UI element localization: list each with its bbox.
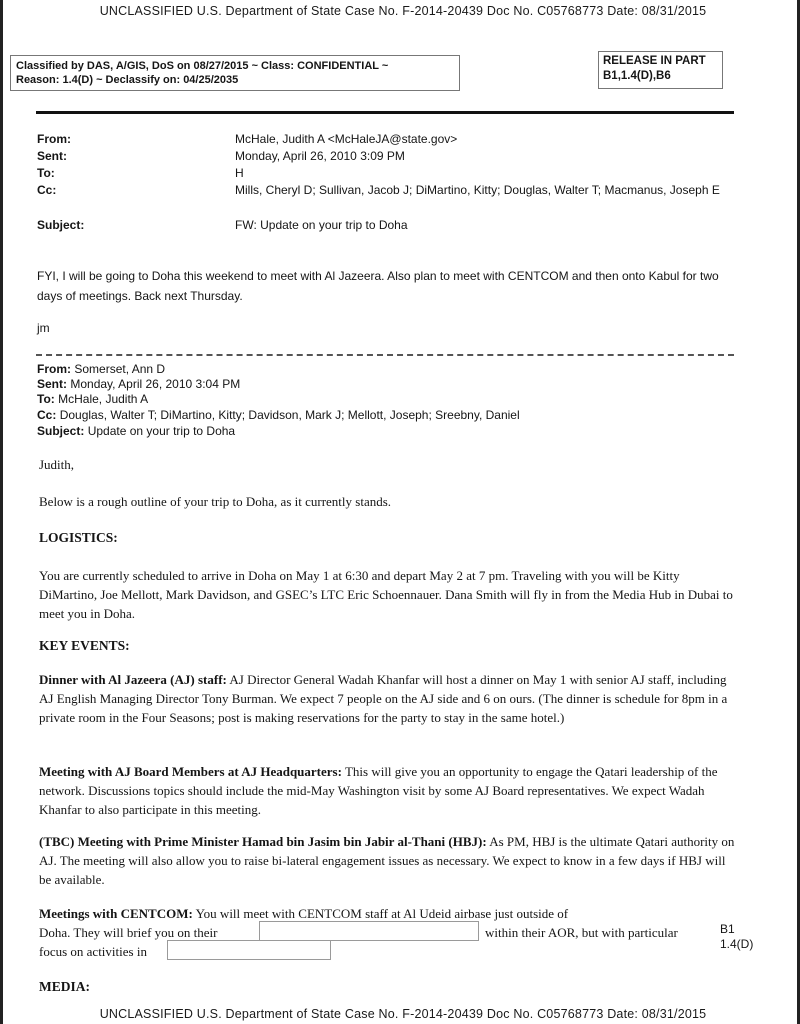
- fwd-sent-row: [37, 377, 240, 392]
- event-dinner-text: AJ Director General Wadah Khanfar will host a dinner on May 1 with senior AJ staff, including AJ English Managing Director Tony Burman. We expect 7 people on the AJ side and 6 on ours. (The dinner is schedule for 8pm in a private room in the Four Seasons; post is making reservations for the party to stay in the same hotel.): [39, 672, 728, 725]
- fwd-from-value: Somerset, Ann D: [74, 362, 166, 376]
- redaction-box-1: [259, 921, 479, 941]
- email-signature: jm: [37, 321, 50, 335]
- from-label: From:: [37, 132, 71, 146]
- cc-value: Mills, Cheryl D; Sullivan, Jacob J; DiMartino, Kitty; Douglas, Walter T; Macmanus, Joseph E: [235, 183, 720, 197]
- release-line-2: B1,1.4(D),B6: [603, 70, 671, 82]
- fwd-subject-row: [37, 424, 235, 439]
- header-unclassified-top: UNCLASSIFIED U.S. Department of State Case No. F-2014-20439 Doc No. C05768773 Date: 08/31/2015: [99, 4, 707, 18]
- classification-line-1: Classified by DAS, A/GIS, DoS on 08/27/2015 ~ Class: CONFIDENTIAL ~: [16, 60, 389, 72]
- header-divider: [36, 111, 734, 114]
- fwd-subject-value: Update on your trip to Doha: [87, 424, 236, 438]
- fwd-cc-row: [37, 408, 520, 423]
- fwd-cc-value: Douglas, Walter T; DiMartino, Kitty; Davidson, Mark J; Mellott, Joseph; Sreebny, Daniel: [59, 408, 520, 422]
- event-centcom-text-1: You will meet with CENTCOM staff at Al Udeid airbase just outside of: [192, 906, 569, 921]
- intro-paragraph: Below is a rough outline of your trip to Doha, as it currently stands.: [39, 494, 392, 509]
- event-board-meeting: [39, 762, 739, 819]
- classification-line-2: Reason: 1.4(D) ~ Declassify on: 04/25/2035: [16, 74, 239, 86]
- forward-divider: [36, 354, 734, 356]
- event-pm-title: (TBC) Meeting with Prime Minister Hamad bin Jasim bin Jabir al-Thani (HBJ):: [39, 834, 487, 849]
- subject-label: Subject:: [37, 218, 85, 232]
- fwd-to-value: McHale, Judith A: [58, 392, 149, 406]
- logistics-paragraph: You are currently scheduled to arrive in Doha on May 1 at 6:30 and depart May 2 at 7 pm. Traveling with you will be Kitty DiMartino, Joe Mellott, Mark Davidson, and GSEC’s LTC Eric Schoennauer. Dana Smith will fly in from the Media Hub in Dubai to meet you in Doha.: [39, 568, 733, 621]
- greeting: Judith,: [39, 457, 75, 472]
- media-heading: MEDIA:: [39, 979, 90, 994]
- event-board-title: Meeting with AJ Board Members at AJ Headquarters:: [39, 764, 342, 779]
- key-events-heading: KEY EVENTS:: [39, 638, 130, 653]
- cc-label: Cc:: [37, 183, 57, 197]
- exemption-b1-code: B1: [720, 922, 735, 936]
- release-box: [598, 51, 723, 89]
- event-centcom-title: Meetings with CENTCOM:: [39, 906, 193, 921]
- from-value: McHale, Judith A <McHaleJA@state.gov>: [235, 132, 458, 146]
- fwd-to-label: To:: [37, 392, 55, 406]
- event-dinner: [39, 670, 739, 727]
- fwd-sent-label: Sent:: [37, 377, 67, 391]
- redaction-box-2: [167, 940, 331, 960]
- event-centcom-line-3: focus on activities in: [39, 944, 147, 959]
- event-dinner-title: Dinner with Al Jazeera (AJ) staff:: [39, 672, 227, 687]
- fwd-cc-label: Cc:: [37, 408, 57, 422]
- fwd-subject-label: Subject:: [37, 424, 85, 438]
- subject-value: FW: Update on your trip to Doha: [235, 218, 408, 232]
- logistics-heading: LOGISTICS:: [39, 530, 118, 545]
- sent-value: Monday, April 26, 2010 3:09 PM: [235, 149, 405, 163]
- to-value: H: [235, 166, 244, 180]
- sent-label: Sent:: [37, 149, 67, 163]
- fwd-from-label: From:: [37, 362, 71, 376]
- event-centcom-line-2a: Doha. They will brief you on their: [39, 925, 218, 940]
- event-pm-text: As PM, HBJ is the ultimate Qatari authority on AJ. The meeting will also allow you to raise bi-lateral engagement issues as necessary. We expect to know in a few days if HBJ will be available.: [39, 834, 735, 887]
- event-centcom-line-2b: within their AOR, but with particular: [485, 925, 678, 940]
- event-board-text: This will give you an opportunity to engage the Qatari leadership of the network. Discussions topics should include the mid-May Washington visit by some AJ Board representatives. We expect Wadah Khanfar to also participate in this meeting.: [39, 764, 718, 817]
- classification-box: [10, 55, 460, 91]
- fwd-sent-value: Monday, April 26, 2010 3:04 PM: [70, 377, 241, 391]
- exemption-14d-code: 1.4(D): [720, 937, 754, 951]
- email-body: FYI, I will be going to Doha this weekend to meet with Al Jazeera. Also plan to meet with CENTCOM and then onto Kabul for two days of meetings. Back next Thursday.: [37, 269, 719, 303]
- fwd-from-row: [37, 362, 165, 377]
- release-line-1: RELEASE IN PART: [603, 55, 706, 67]
- fwd-to-row: [37, 392, 148, 407]
- to-label: To:: [37, 166, 55, 180]
- event-pm-meeting: [39, 832, 739, 889]
- header-unclassified-bottom: UNCLASSIFIED U.S. Department of State Case No. F-2014-20439 Doc No. C05768773 Date: 08/31/2015: [99, 1007, 707, 1021]
